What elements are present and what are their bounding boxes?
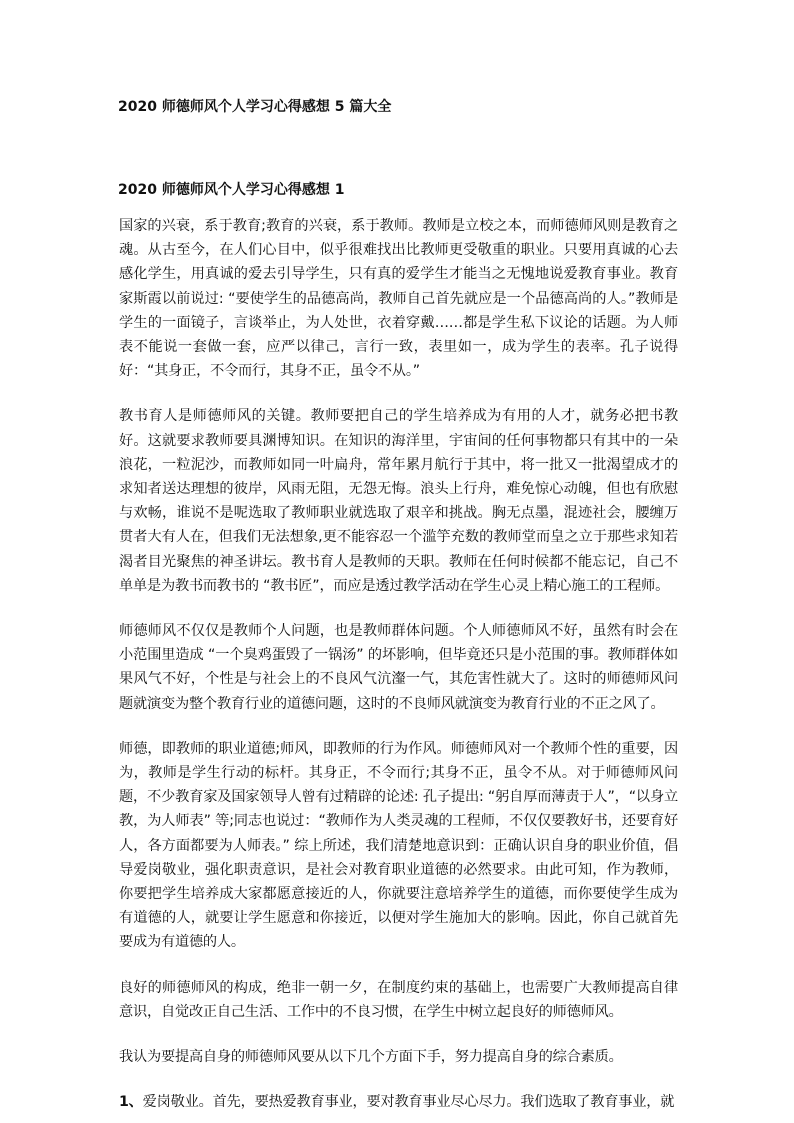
paragraph: 国家的兴衰，系于教育;教育的兴衰，系于教师。教师是立校之本，而师德师风则是教育之魂。从古至今，在人们心目中，似乎很难找出比教师更受敬重的职业。只要用真诚的心去感化学生，用真诚的爱去引导学生，只有真的爱学生才能当之无愧地说爱教育事业。教育家斯霞以前说过: “要使学生的品德高尚，教师自己首先就应是一个品德高尚的人。”教师是学生的一面镜子，言谈举止，为人处世，衣着穿戴……都是学生私下议论的话题。为人师表不能说一套做一套，应严以律己，言行一致，表里如一，成为学生的表率。孔子说得好：“其身正，不令而行，其身不正，虽令不从。” [119, 218, 678, 380]
section-title: 2020 师德师风个人学习心得感想 1 [118, 182, 345, 198]
list-item-paragraph [119, 1090, 678, 1114]
paragraph: 师德师风不仅仅是教师个人问题，也是教师群体问题。个人师德师风不好，虽然有时会在小范围里造成 “一个臭鸡蛋毁了一锅汤” 的坏影响，但毕竟还只是小范围的事。教师群体如果风气不好，个性是与社会上的不良风气沆瀣一气，其危害性就大了。这时的师德师风问题就演变为整个教育行业的道德问题，这时的不良师风就演变为教育行业的不正之风了。 [119, 623, 678, 712]
document-body [119, 214, 678, 1115]
document-title: 2020 师德师风个人学习心得感想 5 篇大全 [118, 99, 392, 115]
paragraph: 良好的师德师风的构成，绝非一朝一夕，在制度约束的基础上，也需要广大教师提高自律意识，自觉改正自己生活、工作中的不良习惯，在学生中树立起良好的师德师风。 [119, 979, 678, 1020]
list-item-text: 爱岗敬业。首先，要热爱教育事业，要对教育事业尽心尽力。我们选取了教育事业，就 [142, 1094, 675, 1111]
paragraph: 我认为要提高自身的师德师风要从以下几个方面下手，努力提高自身的综合素质。 [119, 1049, 623, 1066]
paragraph: 教书育人是师德师风的关键。教师要把自己的学生培养成为有用的人才，就务必把书教好。这就要求教师要具渊博知识。在知识的海洋里，宇宙间的任何事物都只有其中的一朵浪花，一粒泥沙，而教师如同一叶扁舟，常年累月航行于其中，将一批又一批渴望成才的求知者送达理想的彼岸，风雨无阻，无怨无悔。浪头上行舟，难免惊心动魄，但也有欣慰与欢畅，谁说不是呢选取了教师职业就选取了艰辛和挑战。胸无点墨，混迹社会，腰缠万贯者大有人在，但我们无法想象,更不能容忍一个滥竽充数的教师堂而皇之立于那些求知若渴者目光聚焦的神圣讲坛。教书育人是教师的天职。教师在任何时候都不能忘记，自己不单单是为教书而教书的 “教书匠”，而应是透过教学活动在学生心灵上精心施工的工程师。 [119, 408, 678, 594]
list-number: 1、 [119, 1094, 143, 1111]
paragraph: 师德，即教师的职业道德;师风，即教师的行为作风。师德师风对一个教师个性的重要，因为，教师是学生行动的标杆。其身正，不令而行;其身不正，虽令不从。对于师德师风问题，不少教育家及国家领导人曾有过精辟的论述: 孔子提出: “躬自厚而薄责于人”，“以身立教，为人师表” 等;同志也说过：“教师作为人类灵魂的工程师，不仅仅要教好书，还要育好人，各方面都要为人师表。” 综上所述，我们清楚地意识到：正确认识自身的职业价值，倡导爱岗敬业，强化职责意识，是社会对教育职业道德的必然要求。由此可知，作为教师，你要把学生培养成大家都愿意接近的人，你就要注意培养学生的道德，而你要使学生成为有道德的人，就要让学生愿意和你接近，以便对学生施加大的影响。因此，你自己就首先要成为有道德的人。 [119, 740, 678, 951]
